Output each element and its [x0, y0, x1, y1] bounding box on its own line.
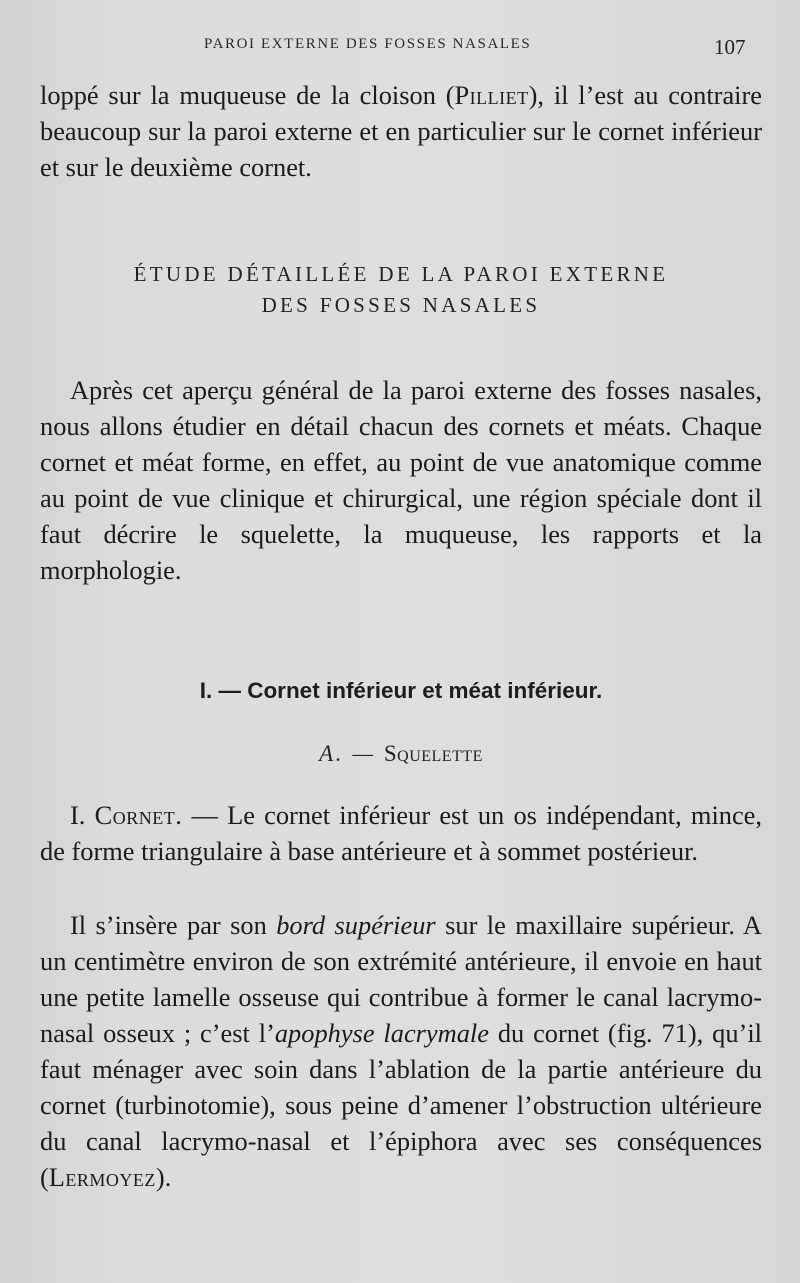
- skeleton-heading-prefix: A. —: [319, 741, 384, 766]
- insertion-part2: sur le maxillaire supérieur. A un centimètre environ de son extrémité antérieure, il envoie en haut une petite lamelle osseuse qui contribue à former le canal lacrymo-nasal osseux ; c’est l’: [40, 910, 762, 1048]
- insertion-part3: du cornet (fig. 71), qu’il faut ménager avec soin dans l’ablation de la partie antérieure du cornet (turbinotomie), sous peine d’amener l’obstruction ultérieure du canal lacrymo-nasal et l’épiphora avec ses conséquences (: [40, 1018, 762, 1192]
- paragraph-overview: [40, 372, 762, 588]
- insertion-italic-bord: bord supérieur: [276, 910, 436, 940]
- intro-paragraph: [40, 77, 762, 185]
- insertion-italic-apophyse: apophyse lacrymale: [274, 1018, 489, 1048]
- skeleton-heading-word: Squelette: [383, 741, 483, 766]
- paragraph-overview-text: Après cet aperçu général de la paroi externe des fosses nasales, nous allons étudier en détail chacun des cornets et méats. Chaque cornet et méat forme, en effet, au point de vue anatomique comme au point de vue clinique et chirurgical, une région spéciale dont il faut décrire le squelette, la muqueuse, les rapports et la morphologie.: [40, 375, 762, 585]
- cornet-body: — Le cornet inférieur est un os indépendant, mince, de forme triangulaire à base antérieure et à sommet postérieur.: [40, 800, 762, 866]
- section-title-line1: ÉTUDE DÉTAILLÉE DE LA PAROI EXTERNE: [133, 262, 669, 286]
- skeleton-heading: [40, 741, 762, 767]
- paragraph-cornet: [40, 797, 762, 869]
- insertion-part4: ).: [155, 1162, 172, 1192]
- page-number: 107: [714, 35, 746, 59]
- paragraph-insertion: [40, 907, 762, 1195]
- insertion-part1: Il s’insère par son: [70, 910, 277, 940]
- cornet-lead-word: Cornet.: [94, 800, 183, 830]
- author-pilliet: Pilliet: [454, 80, 529, 110]
- author-lermoyez: Lermoyez: [48, 1162, 156, 1192]
- running-title: PAROI EXTERNE DES FOSSES NASALES: [204, 36, 532, 52]
- cornet-lead-number: I.: [70, 800, 95, 830]
- section-title-line2: DES FOSSES NASALES: [261, 293, 541, 317]
- intro-text-b: ), il l’est au contraire beaucoup sur la paroi externe et en particulier sur le cornet inférieur et sur le deuxième cornet.: [40, 80, 762, 182]
- intro-text-a: loppé sur la muqueuse de la cloison (: [40, 80, 455, 110]
- section-title: [40, 259, 762, 321]
- running-head: [0, 36, 800, 60]
- subsection-title: I. — Cornet inférieur et méat inférieur.: [199, 678, 603, 703]
